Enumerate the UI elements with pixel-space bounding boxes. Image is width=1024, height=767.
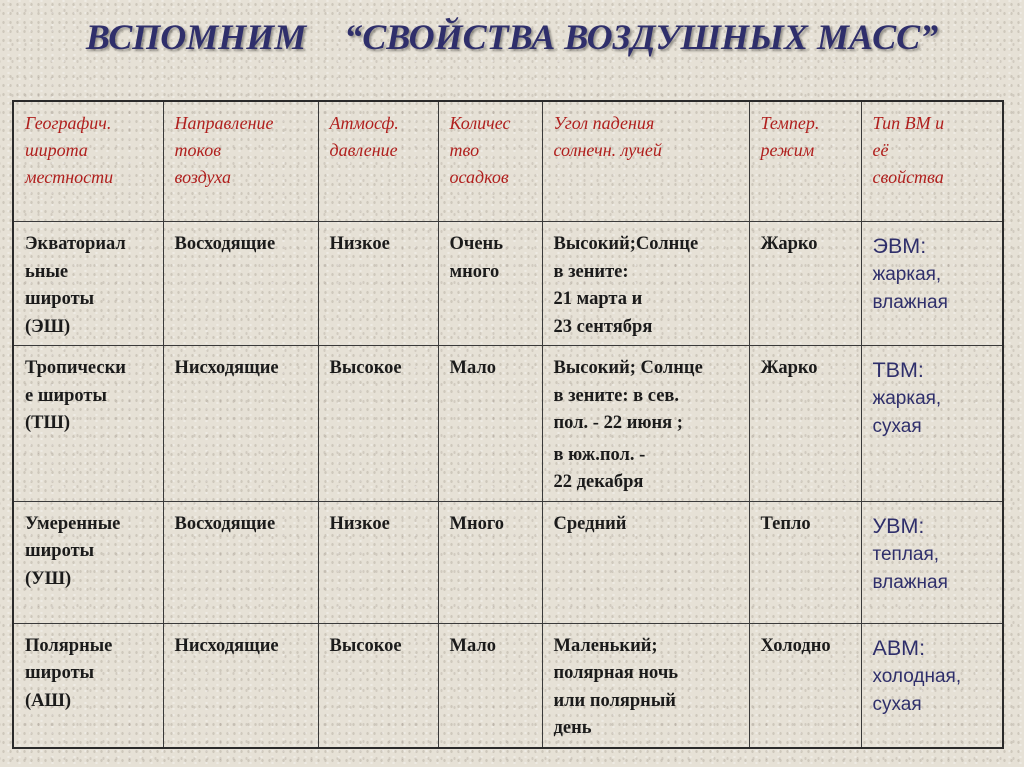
- cell-latitude: Умеренные широты (УШ): [13, 501, 163, 623]
- cell-currents: Восходящие: [163, 501, 318, 623]
- cell-latitude: Тропически е широты (ТШ): [13, 346, 163, 502]
- cell-latitude: Экваториал ьные широты (ЭШ): [13, 222, 163, 346]
- cell-air-mass-type: АВМ: холодная, сухая: [861, 623, 1003, 748]
- cell-sun-angle: Высокий; Солнце в зените: в сев. пол. - 22 июня ; в юж.пол. - 22 декабря: [542, 346, 749, 502]
- table-row-tropical: [13, 346, 1003, 502]
- cell-temperature: Жарко: [749, 346, 861, 502]
- header-temperature: Темпер. режим: [749, 101, 861, 222]
- header-sun-angle: Угол падения солнечн. лучей: [542, 101, 749, 222]
- cell-pressure: Высокое: [318, 346, 438, 502]
- cell-currents: Нисходящие: [163, 346, 318, 502]
- title-prefix: ВСПОМНИМ: [85, 17, 307, 57]
- title-quoted: “СВОЙСТВА ВОЗДУШНЫХ МАСС”: [344, 17, 939, 57]
- header-latitude: Географич. широта местности: [13, 101, 163, 222]
- cell-temperature: Тепло: [749, 501, 861, 623]
- header-pressure: Атмосф. давление: [318, 101, 438, 222]
- table-row-equatorial: [13, 222, 1003, 346]
- cell-precipitation: Много: [438, 501, 542, 623]
- cell-latitude: Полярные широты (АШ): [13, 623, 163, 748]
- cell-currents: Восходящие: [163, 222, 318, 346]
- cell-air-mass-type: ТВМ: жаркая, сухая: [861, 346, 1003, 502]
- cell-temperature: Жарко: [749, 222, 861, 346]
- cell-temperature: Холодно: [749, 623, 861, 748]
- header-air-mass-type: Тип ВМ и её свойства: [861, 101, 1003, 222]
- table-row-polar: [13, 623, 1003, 748]
- page-title: [0, 16, 1024, 58]
- cell-air-mass-type: ЭВМ: жаркая, влажная: [861, 222, 1003, 346]
- cell-pressure: Низкое: [318, 501, 438, 623]
- cell-precipitation: Мало: [438, 346, 542, 502]
- cell-sun-angle: Высокий;Солнце в зените: 21 марта и 23 сентября: [542, 222, 749, 346]
- cell-sun-angle: Маленький; полярная ночь или полярный день: [542, 623, 749, 748]
- cell-currents: Нисходящие: [163, 623, 318, 748]
- header-currents: Направление токов воздуха: [163, 101, 318, 222]
- header-precipitation: Количес тво осадков: [438, 101, 542, 222]
- cell-pressure: Низкое: [318, 222, 438, 346]
- cell-pressure: Высокое: [318, 623, 438, 748]
- cell-precipitation: Мало: [438, 623, 542, 748]
- cell-sun-angle: Средний: [542, 501, 749, 623]
- cell-precipitation: Очень много: [438, 222, 542, 346]
- air-masses-table: [12, 100, 1004, 749]
- cell-air-mass-type: УВМ: теплая, влажная: [861, 501, 1003, 623]
- table-row-temperate: [13, 501, 1003, 623]
- header-row: [13, 101, 1003, 222]
